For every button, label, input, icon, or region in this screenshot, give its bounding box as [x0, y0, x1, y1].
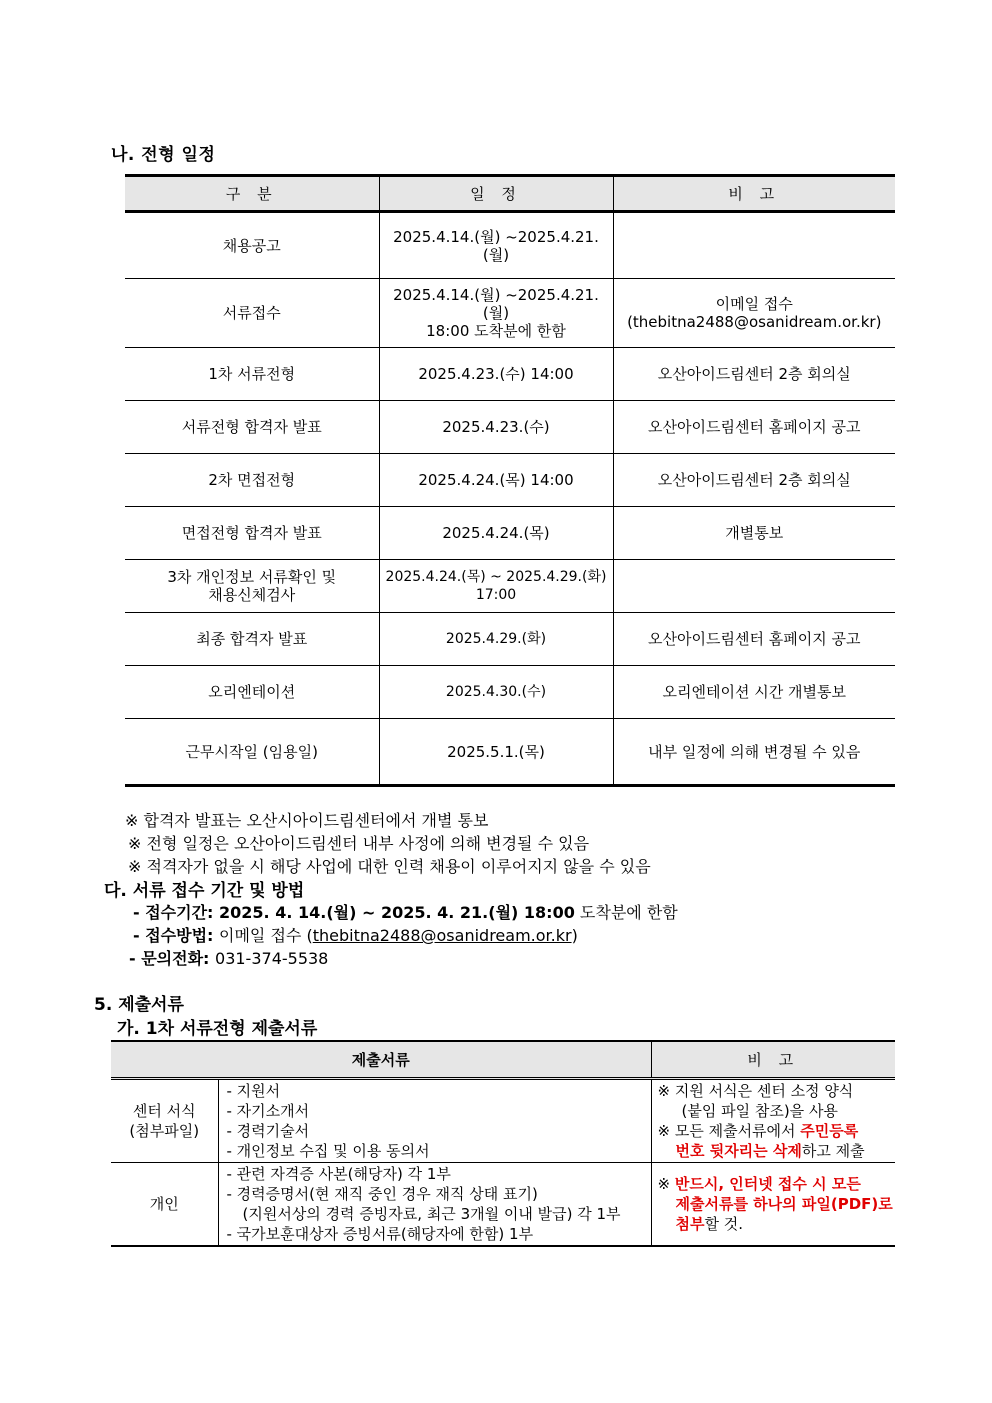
date-cell: 2025.4.23.(수) 14:00 [379, 348, 613, 401]
section-subtitle-documents: 가. 1차 서류전형 제출서류 [117, 1019, 318, 1039]
documents-table [111, 1040, 895, 1247]
note-cell [613, 560, 895, 613]
table-row [125, 560, 895, 613]
category-cell: 1차 서류전형 [125, 348, 379, 401]
section-title-submission: 다. 서류 접수 기간 및 방법 [104, 881, 305, 901]
note-cell: 오산아이드림센터 2층 회의실 [613, 348, 895, 401]
category-cell: 3차 개인정보 서류확인 및 채용신체검사 [125, 560, 379, 613]
note-cell [613, 212, 895, 279]
category-cell: 서류전형 합격자 발표 [125, 401, 379, 454]
items-cell [218, 1079, 651, 1163]
notice-line: ※ 합격자 발표는 오산시아이드림센터에서 개별 통보 [125, 811, 489, 830]
header-note: 비 고 [613, 176, 895, 212]
table-row [125, 401, 895, 454]
table-row [125, 279, 895, 348]
date-cell: 2025.4.24.(목) 14:00 [379, 454, 613, 507]
category-cell: 개인 [111, 1163, 218, 1247]
category-cell: 센터 서식 (첨부파일) [111, 1079, 218, 1163]
note-cell: 오산아이드림센터 2층 회의실 [613, 454, 895, 507]
list-item: - 개인정보 수집 및 이용 동의서 [226, 1142, 430, 1160]
contact-phone: - 문의전화: 031-374-5538 [129, 949, 329, 968]
category-cell: 채용공고 [125, 212, 379, 279]
note-cell: 오산아이드림센터 홈페이지 공고 [613, 401, 895, 454]
category-cell: 최종 합격자 발표 [125, 613, 379, 666]
notice-line: ※ 적격자가 없을 시 해당 사업에 대한 인력 채용이 이루어지지 않을 수 있음 [128, 857, 651, 876]
date-cell: 2025.4.14.(월) ~2025.4.21.(월) [379, 212, 613, 279]
table-row [125, 348, 895, 401]
date-cell: 2025.4.29.(화) [379, 613, 613, 666]
list-item: - 경력기술서 [226, 1122, 310, 1140]
header-date: 일 정 [379, 176, 613, 212]
header-category: 구 분 [125, 176, 379, 212]
note-cell: 오리엔테이션 시간 개별통보 [613, 666, 895, 719]
list-item: - 지원서 [226, 1082, 281, 1100]
table-row [125, 666, 895, 719]
note-cell: 오산아이드림센터 홈페이지 공고 [613, 613, 895, 666]
note-cell: 내부 일정에 의해 변경될 수 있음 [613, 719, 895, 786]
table-row [125, 613, 895, 666]
list-item: - 국가보훈대상자 증빙서류(해당자에 한함) 1부 [226, 1225, 534, 1243]
list-item: - 자기소개서 [226, 1102, 310, 1120]
table-row [125, 719, 895, 786]
schedule-table [125, 174, 895, 787]
remarks-cell: ※ 반드시, 인터넷 접수 시 모든 제출서류를 하나의 파일(PDF)로 첨부할 것. [651, 1163, 895, 1247]
section-title-schedule: 나. 전형 일정 [111, 145, 216, 165]
table-row [125, 454, 895, 507]
table-row [111, 1163, 895, 1247]
notice-line: ※ 전형 일정은 오산아이드림센터 내부 사정에 의해 변경될 수 있음 [128, 834, 590, 853]
submission-period: - 접수기간: 2025. 4. 14.(월) ~ 2025. 4. 21.(월) 18:00 도착분에 한함 [133, 903, 678, 922]
date-cell: 2025.4.23.(수) [379, 401, 613, 454]
documents-header-row [111, 1041, 895, 1079]
submission-method: - 접수방법: 이메일 접수 (thebitna2488@osanidream.or.kr) [133, 926, 578, 945]
table-row [125, 507, 895, 560]
note-cell: 이메일 접수 (thebitna2488@osanidream.or.kr) [613, 279, 895, 348]
remarks-cell: ※ 지원 서식은 센터 소정 양식 (붙임 파일 참조)을 사용 ※ 모든 제출서류에서 주민등록 번호 뒷자리는 삭제하고 제출 [651, 1079, 895, 1163]
category-cell: 오리엔테이션 [125, 666, 379, 719]
category-cell: 근무시작일 (임용일) [125, 719, 379, 786]
header-remarks: 비 고 [651, 1041, 895, 1079]
date-cell: 2025.4.14.(월) ~2025.4.21.(월) 18:00 도착분에 한함 [379, 279, 613, 348]
date-cell: 2025.4.24.(목) ~ 2025.4.29.(화) 17:00 [379, 560, 613, 613]
date-cell: 2025.4.30.(수) [379, 666, 613, 719]
date-cell: 2025.4.24.(목) [379, 507, 613, 560]
schedule-header-row [125, 176, 895, 212]
list-item: - 경력증명서(현 재직 중인 경우 재직 상태 표기) [226, 1185, 538, 1203]
table-row [111, 1079, 895, 1163]
email-link[interactable]: thebitna2488@osanidream.or.kr [312, 926, 572, 945]
section-title-documents: 5. 제출서류 [94, 995, 184, 1015]
note-cell: 개별통보 [613, 507, 895, 560]
list-item: - 관련 자격증 사본(해당자) 각 1부 [226, 1165, 451, 1183]
category-cell: 2차 면접전형 [125, 454, 379, 507]
category-cell: 서류접수 [125, 279, 379, 348]
header-documents: 제출서류 [111, 1041, 651, 1079]
category-cell: 면접전형 합격자 발표 [125, 507, 379, 560]
date-cell: 2025.5.1.(목) [379, 719, 613, 786]
items-cell [218, 1163, 651, 1247]
list-item: (지원서상의 경력 증빙자료, 최근 3개월 이내 발급) 각 1부 [242, 1205, 621, 1223]
table-row [125, 212, 895, 279]
